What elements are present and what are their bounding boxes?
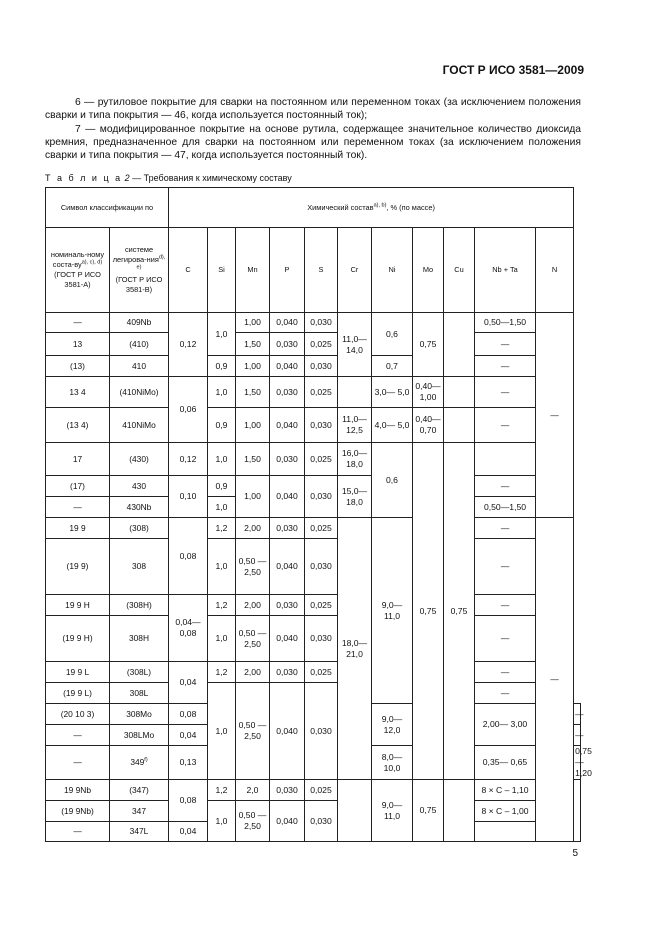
cell-mo: 0,35— 0,65	[475, 746, 536, 780]
cell-nominal: 17	[46, 443, 110, 476]
cell-s: 0,030	[305, 539, 338, 595]
table-row	[46, 476, 581, 497]
header-ni: Ni	[372, 228, 413, 313]
table-row	[46, 595, 581, 616]
cell-nb: —	[574, 704, 581, 725]
cell-nb: —	[475, 662, 536, 683]
cell-si: 1,2	[208, 595, 236, 616]
cell-cu	[444, 408, 475, 443]
header-n: N	[536, 228, 574, 313]
cell-system: 347L	[110, 822, 169, 842]
cell-system: (410NiMo)	[110, 377, 169, 408]
cell-ni: 0,6	[372, 443, 413, 518]
cell-mn: 1,00	[236, 313, 270, 333]
cell-nominal: (19 9)	[46, 539, 110, 595]
cell-c: 0,13	[169, 746, 208, 780]
cell-nominal: (19 9Nb)	[46, 801, 110, 822]
cell-p: 0,040	[270, 313, 305, 333]
cell-c: 0,04— 0,08	[169, 595, 208, 662]
cell-cr	[338, 780, 372, 842]
cell-si: 1,0	[208, 801, 236, 842]
cell-mn: 0,50 — 2,50	[236, 539, 270, 595]
cell-si: 1,2	[208, 662, 236, 683]
cell-system: 410NiMo	[110, 408, 169, 443]
cell-s: 0,030	[305, 356, 338, 377]
cell-ni: 8,0— 10,0	[372, 746, 413, 780]
cell-nominal: 19 9 L	[46, 662, 110, 683]
header-cu: Cu	[444, 228, 475, 313]
table-row	[46, 683, 581, 704]
cell-nominal: —	[46, 313, 110, 333]
cell-s: 0,030	[305, 683, 338, 780]
cell-c: 0,12	[169, 443, 208, 476]
cell-mo: 0,40— 1,00	[413, 377, 444, 408]
table-row	[46, 443, 581, 476]
cell-nb	[475, 822, 536, 842]
cell-nb	[475, 443, 536, 476]
header-s: S	[305, 228, 338, 313]
cell-ni: 3,0— 5,0	[372, 377, 413, 408]
cell-system: (308H)	[110, 595, 169, 616]
cell-mn: 2,00	[236, 595, 270, 616]
cell-cu	[444, 780, 475, 842]
cell-s: 0,025	[305, 595, 338, 616]
cell-system: 308L	[110, 683, 169, 704]
cell-nb: —	[475, 333, 536, 356]
table-row	[46, 616, 581, 662]
cell-mn: 1,00	[236, 476, 270, 518]
cell-system: 430	[110, 476, 169, 497]
cell-system: 308Mo	[110, 704, 169, 725]
cell-cu	[444, 313, 475, 377]
document-header: ГОСТ Р ИСО 3581—2009	[442, 63, 584, 77]
cell-nominal: 19 9	[46, 518, 110, 539]
cell-p: 0,030	[270, 780, 305, 801]
cell-p: 0,030	[270, 662, 305, 683]
cell-mn: 1,50	[236, 443, 270, 476]
cell-si: 1,0	[208, 313, 236, 356]
cell-nb: —	[475, 595, 536, 616]
cell-c: 0,10	[169, 476, 208, 518]
cell-si: 0,9	[208, 356, 236, 377]
cell-p: 0,040	[270, 616, 305, 662]
table-row	[46, 780, 581, 801]
cell-ni: 0,6	[372, 313, 413, 356]
cell-si: 1,2	[208, 780, 236, 801]
cell-n: —	[536, 518, 574, 842]
header-mo: Mo	[413, 228, 444, 313]
cell-s: 0,030	[305, 476, 338, 518]
paragraph-6: 6 — рутиловое покрытие для сварки на постоянном или переменном токах (за исключением положения сварки и типа покрытия — 46, когда используется постоянный ток);	[45, 97, 581, 121]
cell-mo: 2,00— 3,00	[475, 704, 536, 746]
table-row	[46, 801, 581, 822]
cell-mn: 1,00	[236, 356, 270, 377]
paragraph-7: 7 — модифицированное покрытие на основе рутила, содержащее значительное количество диоксида кремния, предназначенное для сварки на постоянном или переменном токах (за исключением положения сварки и типа покрытия — 47, когда используется постоянный ток).	[45, 124, 581, 161]
cell-c: 0,08	[169, 704, 208, 725]
cell-ni: 4,0— 5,0	[372, 408, 413, 443]
cell-p: 0,040	[270, 408, 305, 443]
cell-cr: 11,0— 14,0	[338, 313, 372, 377]
table-row	[46, 539, 581, 595]
cell-mo: 0,75	[413, 443, 444, 780]
cell-nominal: (13)	[46, 356, 110, 377]
cell-system: 409Nb	[110, 313, 169, 333]
cell-c: 0,06	[169, 377, 208, 443]
cell-c: 0,04	[169, 725, 208, 746]
header-mn: Mn	[236, 228, 270, 313]
header-nominal: номиналь-ному соста-$ву^{a), c), d)}$ (ГОСТ Р ИСО 3581-А)	[46, 228, 110, 313]
cell-nb: —	[475, 683, 536, 704]
cell-nb: —	[475, 377, 536, 408]
cell-mn: 1,50	[236, 333, 270, 356]
cell-nb: 0,75—1,20	[575, 746, 592, 778]
header-row-1	[46, 188, 581, 228]
cell-mn: 1,50	[236, 377, 270, 408]
page-number: 5	[572, 848, 578, 859]
cell-nominal: (19 9 H)	[46, 616, 110, 662]
cell-c: 0,12	[169, 313, 208, 377]
header-p: P	[270, 228, 305, 313]
cell-si: 0,9	[208, 408, 236, 443]
cell-p: 0,040	[270, 539, 305, 595]
cell-cr: 15,0— 18,0	[338, 476, 372, 518]
cell-mo: 0,75	[413, 780, 444, 842]
cell-mn: 1,00	[236, 408, 270, 443]
cell-nb: —	[475, 616, 536, 662]
cell-c: 0,04	[169, 822, 208, 842]
cell-system: (430)	[110, 443, 169, 476]
header-si: Si	[208, 228, 236, 313]
cell-nb: 8 × C – 1,00	[475, 801, 536, 822]
cell-nb: 0,50—1,50	[475, 313, 536, 333]
cell-ni: 9,0— 12,0	[372, 704, 413, 746]
header-row-2	[46, 228, 581, 313]
cell-cr	[338, 377, 372, 408]
cell-s: 0,030	[305, 408, 338, 443]
cell-nominal: —	[46, 822, 110, 842]
cell-cu	[444, 377, 475, 408]
cell-system: 308H	[110, 616, 169, 662]
cell-c: 0,08	[169, 780, 208, 822]
cell-c: 0,04	[169, 662, 208, 704]
cell-nominal: (20 10 3)	[46, 704, 110, 725]
cell-nb: —	[475, 476, 536, 497]
cell-s: 0,025	[305, 443, 338, 476]
cell-s: 0,030	[305, 801, 338, 842]
cell-nominal: 19 9 H	[46, 595, 110, 616]
cell-p: 0,030	[270, 518, 305, 539]
table-row	[46, 518, 581, 539]
header-system: системе легирова-ния$^{d), e)}$ (ГОСТ Р ИСО 3581-В)	[110, 228, 169, 313]
cell-s: 0,025	[305, 780, 338, 801]
cell-system: (308)	[110, 518, 169, 539]
cell-si: 1,0	[208, 497, 236, 518]
cell-nominal: (13 4)	[46, 408, 110, 443]
cell-p: 0,030	[270, 333, 305, 356]
cell-nominal: —	[46, 725, 110, 746]
cell-si: 1,0	[208, 377, 236, 408]
cell-nb: —	[475, 518, 536, 539]
cell-mn: 2,00	[236, 662, 270, 683]
cell-system: 349$^{f)}$	[110, 746, 169, 780]
table-row	[46, 662, 581, 683]
table-row	[46, 313, 581, 333]
cell-p: 0,030	[270, 377, 305, 408]
cell-nb: 8 × C – 1,10	[475, 780, 536, 801]
cell-si: 0,9	[208, 476, 236, 497]
cell-system: 347	[110, 801, 169, 822]
cell-mn: 0,50 — 2,50	[236, 801, 270, 842]
cell-ni: 9,0— 11,0	[372, 780, 413, 842]
cell-mn: 0,50 — 2,50	[236, 683, 270, 780]
cell-p: 0,040	[270, 801, 305, 842]
cell-ni: 0,7	[372, 356, 413, 377]
cell-nominal: (19 9 L)	[46, 683, 110, 704]
cell-system: (308L)	[110, 662, 169, 683]
cell-mn: 0,50 — 2,50	[236, 616, 270, 662]
cell-cr: 18,0— 21,0	[338, 518, 372, 780]
cell-n: —	[536, 313, 574, 518]
cell-nominal: (17)	[46, 476, 110, 497]
cell-si: 1,0	[208, 539, 236, 595]
cell-si: 1,0	[208, 683, 236, 780]
cell-ni: 9,0— 11,0	[372, 518, 413, 704]
cell-n	[574, 780, 581, 842]
table-row	[46, 333, 581, 356]
cell-nominal: —	[46, 497, 110, 518]
cell-system: (410)	[110, 333, 169, 356]
header-cr: Cr	[338, 228, 372, 313]
cell-system: 308	[110, 539, 169, 595]
cell-nb: 0,50—1,50	[475, 497, 536, 518]
cell-si: 1,0	[208, 616, 236, 662]
table-row	[46, 356, 581, 377]
chemical-composition-table	[45, 187, 592, 842]
cell-p: 0,040	[270, 683, 305, 780]
cell-s: 0,030	[305, 313, 338, 333]
table-row	[46, 377, 581, 408]
cell-system: (347)	[110, 780, 169, 801]
cell-cu: 0,75	[444, 443, 475, 780]
cell-nb: —	[475, 408, 536, 443]
cell-s: 0,025	[305, 662, 338, 683]
header-symbol: Символ классификации по	[46, 188, 169, 228]
cell-p: 0,040	[270, 476, 305, 518]
cell-s: 0,025	[305, 333, 338, 356]
table-caption: Т а б л и ц а 2 — Требования к химическому составу	[45, 173, 292, 183]
cell-nb: —	[574, 725, 581, 746]
cell-s: 0,030	[305, 616, 338, 662]
cell-system: 410	[110, 356, 169, 377]
cell-mn: 2,00	[236, 518, 270, 539]
header-chemical-composition: Химический состав$^{a), b)}$, % (по массе)	[169, 188, 574, 228]
header-nb-ta: Nb + Ta	[475, 228, 536, 313]
cell-mn: 2,0	[236, 780, 270, 801]
cell-mo: 0,40— 0,70	[413, 408, 444, 443]
cell-system: 308LMo	[110, 725, 169, 746]
cell-p: 0,030	[270, 595, 305, 616]
cell-cr: 16,0— 18,0	[338, 443, 372, 476]
cell-si: 1,2	[208, 518, 236, 539]
cell-p: 0,040	[270, 356, 305, 377]
cell-c: 0,08	[169, 518, 208, 595]
cell-nominal: —	[46, 746, 110, 780]
cell-mo: 0,75	[413, 313, 444, 377]
cell-nb: —	[475, 356, 536, 377]
cell-cr: 11,0— 12,5	[338, 408, 372, 443]
cell-p: 0,030	[270, 443, 305, 476]
cell-si: 1,0	[208, 443, 236, 476]
cell-s: 0,025	[305, 518, 338, 539]
cell-nb: —	[475, 539, 536, 595]
header-c: C	[169, 228, 208, 313]
cell-s: 0,025	[305, 377, 338, 408]
cell-nominal: 13	[46, 333, 110, 356]
table-row	[46, 408, 581, 443]
cell-system: 430Nb	[110, 497, 169, 518]
cell-nominal: 19 9Nb	[46, 780, 110, 801]
cell-nominal: 13 4	[46, 377, 110, 408]
